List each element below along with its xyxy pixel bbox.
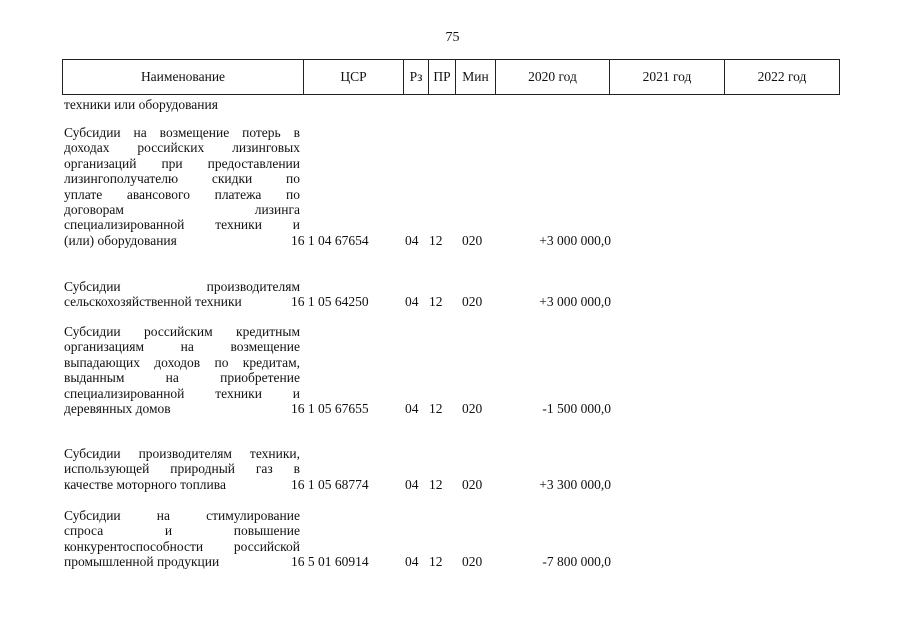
page-number: 75 [445, 30, 460, 45]
row-csr: 16 5 01 60914 [291, 554, 369, 570]
row-csr: 16 1 05 68774 [291, 476, 369, 492]
table-row [64, 508, 844, 570]
name-line: конкурентоспособности российской [64, 538, 300, 554]
name-line: спроса и повышение [64, 523, 300, 539]
name-line: промышленной продукции [64, 554, 220, 570]
name-line: Субсидии производителям [64, 279, 300, 294]
table-row [64, 324, 844, 416]
header-pr: ПР [429, 60, 456, 94]
row-name [64, 324, 300, 416]
row-csr: 16 1 05 64250 [291, 294, 369, 310]
row-rz: 04 [405, 554, 419, 570]
row-pr: 12 [429, 232, 443, 248]
header-2020: 2020 год [496, 60, 610, 94]
name-line: организациям на возмещение [64, 339, 300, 355]
row-2020-value: +3 000 000,0 [539, 232, 611, 248]
name-line: использующей природный газ в [64, 461, 300, 477]
name-line: (или) оборудования [64, 232, 177, 248]
header-2022: 2022 год [757, 69, 807, 84]
row-rz: 04 [405, 401, 419, 417]
row-2020-value: +3 300 000,0 [539, 476, 611, 492]
name-line: сельскохозяйственной техники [64, 294, 242, 310]
row-name [64, 508, 300, 570]
name-line: договорам лизинга [64, 202, 300, 218]
name-line: лизингополучателю скидки по [64, 171, 300, 187]
name-line: специализированной техники и [64, 385, 300, 401]
header-rz: Рз [404, 60, 429, 94]
row-pr: 12 [429, 554, 443, 570]
header-name: Наименование [63, 60, 304, 94]
row-pr: 12 [429, 401, 443, 417]
name-line: доходах российских лизинговых [64, 140, 300, 156]
row-2020-value: -7 800 000,0 [542, 554, 611, 570]
name-line: Субсидии российским кредитным [64, 324, 300, 339]
row-pr: 12 [429, 476, 443, 492]
name-line: организаций при предоставлении [64, 155, 300, 171]
row-2020-value: -1 500 000,0 [542, 401, 611, 417]
name-line: выданным на приобретение [64, 370, 300, 386]
row-name [64, 446, 300, 492]
table-header [62, 59, 840, 95]
row-min: 020 [462, 476, 483, 492]
name-line: выпадающих доходов по кредитам, [64, 354, 300, 370]
row-csr: 16 1 04 67654 [291, 232, 369, 248]
row-rz: 04 [405, 232, 419, 248]
name-line: Субсидии на стимулирование [64, 508, 300, 523]
row-2020-value: +3 000 000,0 [539, 294, 611, 310]
name-line: специализированной техники и [64, 217, 300, 233]
row-min: 020 [462, 554, 483, 570]
row-rz: 04 [405, 294, 419, 310]
row-name [64, 125, 300, 248]
row-pr: 12 [429, 294, 443, 310]
name-line: качестве моторного топлива [64, 476, 226, 492]
row-min: 020 [462, 232, 483, 248]
row-min: 020 [462, 294, 483, 310]
table-row [64, 446, 844, 492]
row-csr: 16 1 05 67655 [291, 401, 369, 417]
row-rz: 04 [405, 476, 419, 492]
name-line: уплате авансового платежа по [64, 186, 300, 202]
table-row [64, 279, 844, 310]
name-line: Субсидии на возмещение потерь в [64, 125, 300, 140]
name-line: Субсидии производителям техники, [64, 446, 300, 461]
header-min: Мин [456, 60, 496, 94]
row-min: 020 [462, 401, 483, 417]
table-row [64, 125, 844, 248]
row-name [64, 279, 300, 310]
header-csr: ЦСР [304, 60, 404, 94]
name-line: деревянных домов [64, 401, 171, 417]
continuation-text: техники или оборудования [64, 97, 218, 112]
header-2021: 2021 год [610, 60, 725, 94]
